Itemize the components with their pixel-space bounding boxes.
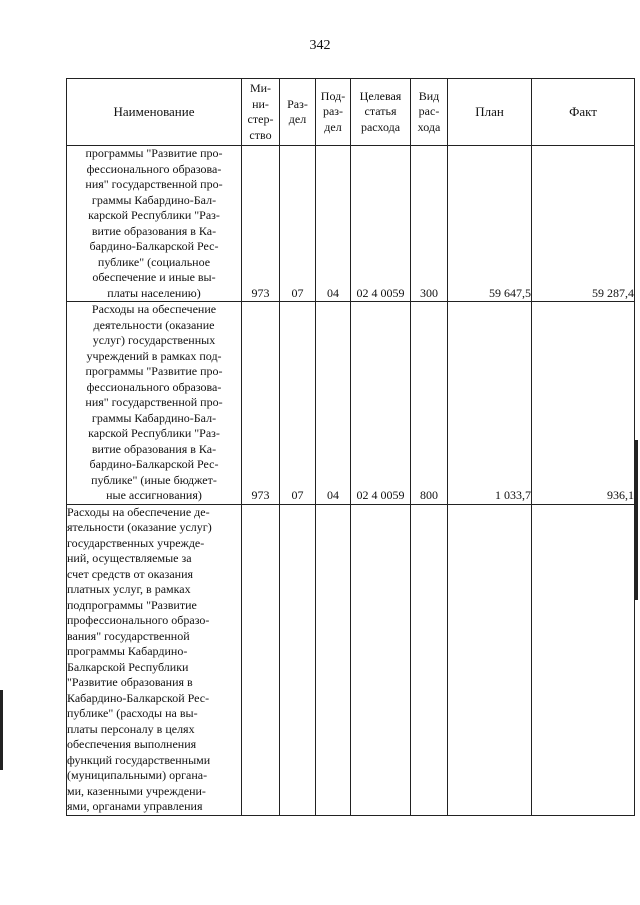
row-kind: 300 — [411, 146, 448, 302]
row-section: 07 — [280, 146, 316, 302]
row-target: 02 4 0059 — [351, 302, 411, 505]
page-number: 342 — [309, 38, 331, 53]
header-name: Наименование — [67, 79, 242, 146]
header-expense-kind: Вид рас- хода — [411, 79, 448, 146]
row-section — [280, 504, 316, 815]
row-plan — [448, 504, 532, 815]
header-section: Раз- дел — [280, 79, 316, 146]
row-kind: 800 — [411, 302, 448, 505]
row-ministry: 973 — [242, 146, 280, 302]
row-plan: 59 647,5 — [448, 146, 532, 302]
row-ministry: 973 — [242, 302, 280, 505]
row-plan: 1 033,7 — [448, 302, 532, 505]
header-row — [67, 79, 635, 146]
row-fact: 936,1 — [532, 302, 635, 505]
table-row — [67, 504, 635, 815]
row-fact — [532, 504, 635, 815]
row-subsection — [316, 504, 351, 815]
row-ministry — [242, 504, 280, 815]
header-fact: Факт — [532, 79, 635, 146]
row-fact: 59 287,4 — [532, 146, 635, 302]
row-name: Расходы на обеспечение деятельности (оказание услуг) государственных учреждений в рамках под- программы "Развитие про- фессионального образова- ния" государственной про- граммы Кабардино-Бал- карской Республики "Раз- витие образования в Ка- бардино-Балкарской Рес- публике" (иные бюджет- ные ассигнования) — [67, 302, 242, 505]
header-ministry: Ми- ни- стер- ство — [242, 79, 280, 146]
row-subsection: 04 — [316, 146, 351, 302]
scan-edge-mark — [635, 440, 638, 600]
budget-table — [66, 78, 635, 816]
header-plan: План — [448, 79, 532, 146]
table-row — [67, 302, 635, 505]
row-name: Расходы на обеспечение де- ятельности (оказание услуг) государственных учрежде- ний, осуществляемые за счет средств от оказания платных услуг, в рамках подпрограммы "Развитие профессионального образо- вания" государственной программы Кабардино- Балкарской Республики "Развитие образования в Кабардино-Балкарской Рес- публике" (расходы на вы- платы персоналу в целях обеспечения выполнения функций государственными (муниципальными) органа- ми, казенными учреждени- ями, органами управления — [67, 504, 242, 815]
row-target: 02 4 0059 — [351, 146, 411, 302]
scan-edge-mark — [0, 690, 3, 770]
header-target-article: Целевая статья расхода — [351, 79, 411, 146]
header-subsection: Под- раз- дел — [316, 79, 351, 146]
row-section: 07 — [280, 302, 316, 505]
row-kind — [411, 504, 448, 815]
row-target — [351, 504, 411, 815]
row-subsection: 04 — [316, 302, 351, 505]
row-name: программы "Развитие про- фессионального образова- ния" государственной про- граммы Кабардино-Бал- карской Республики "Раз- витие образования в Ка- бардино-Балкарской Рес- публике" (социальное обеспечение и иные вы- платы населению) — [67, 146, 242, 302]
table-row — [67, 146, 635, 302]
